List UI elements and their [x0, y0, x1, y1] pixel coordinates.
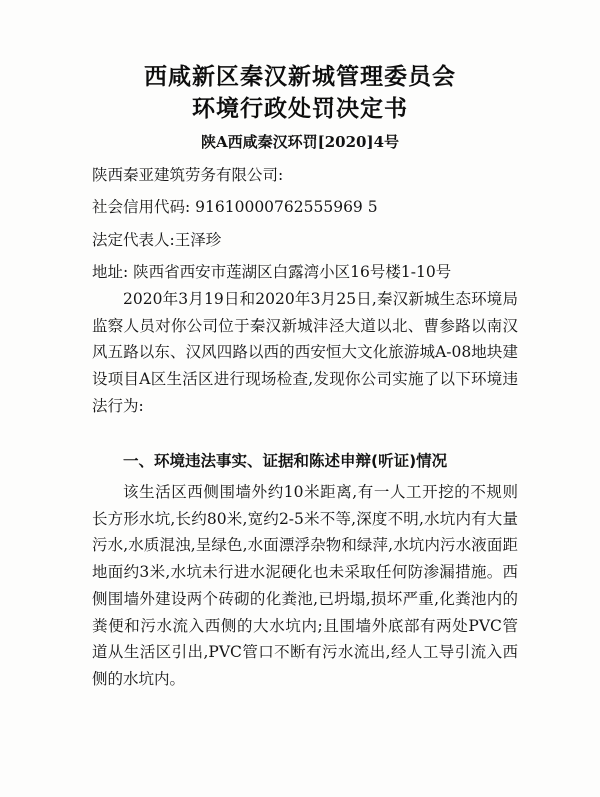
legal-representative: 法定代表人:王泽珍: [92, 231, 222, 249]
violation-facts-paragraph: 该生活区西侧围墙外约10米距离,有一人工开挖的不规则长方形水坑,长约80米,宽约2-5米不等,深度不明,水坑内有大量污水,水质混浊,呈绿色,水面漂浮杂物和绿萍,水坑内污水液面距地面约3米,水坑未行进水泥硬化也未采取任何防渗漏措施。西侧围墙外建设两个砖砌的化粪池,已坍塌,损坏严重,化粪池内的粪便和污水流入西侧的大水坑内;且围墙外底部有两处PVC管道从生活区引出,PVC管口不断有污水流出,经人工导引流入西侧的水坑内。: [92, 483, 518, 688]
recipient-company: 陕西秦亚建筑劳务有限公司:: [92, 166, 284, 184]
inspection-paragraph: 2020年3月19日和2020年3月25日,秦汉新城生态环境局监察人员对你公司位于秦汉新城沣泾大道以北、曹参路以南汉风五路以东、汉风四路以西的西安恒大文化旅游城A-08地块建设项目A区生活区进行现场检查,发现你公司实施了以下环境违法行为:: [92, 290, 518, 415]
credit-code: 社会信用代码: 91610000762555969 5: [92, 198, 378, 216]
document-number: 陕A西咸秦汉环罚[2020]4号: [200, 133, 400, 151]
document-title-issuer: 西咸新区秦汉新城管理委员会: [144, 64, 456, 90]
section-heading: 一、环境违法事实、证据和陈述申辩(听证)情况: [123, 452, 448, 470]
document-title-type: 环境行政处罚决定书: [192, 96, 408, 122]
company-address: 地址: 陕西省西安市莲湖区白露湾小区16号楼1-10号: [92, 263, 452, 281]
